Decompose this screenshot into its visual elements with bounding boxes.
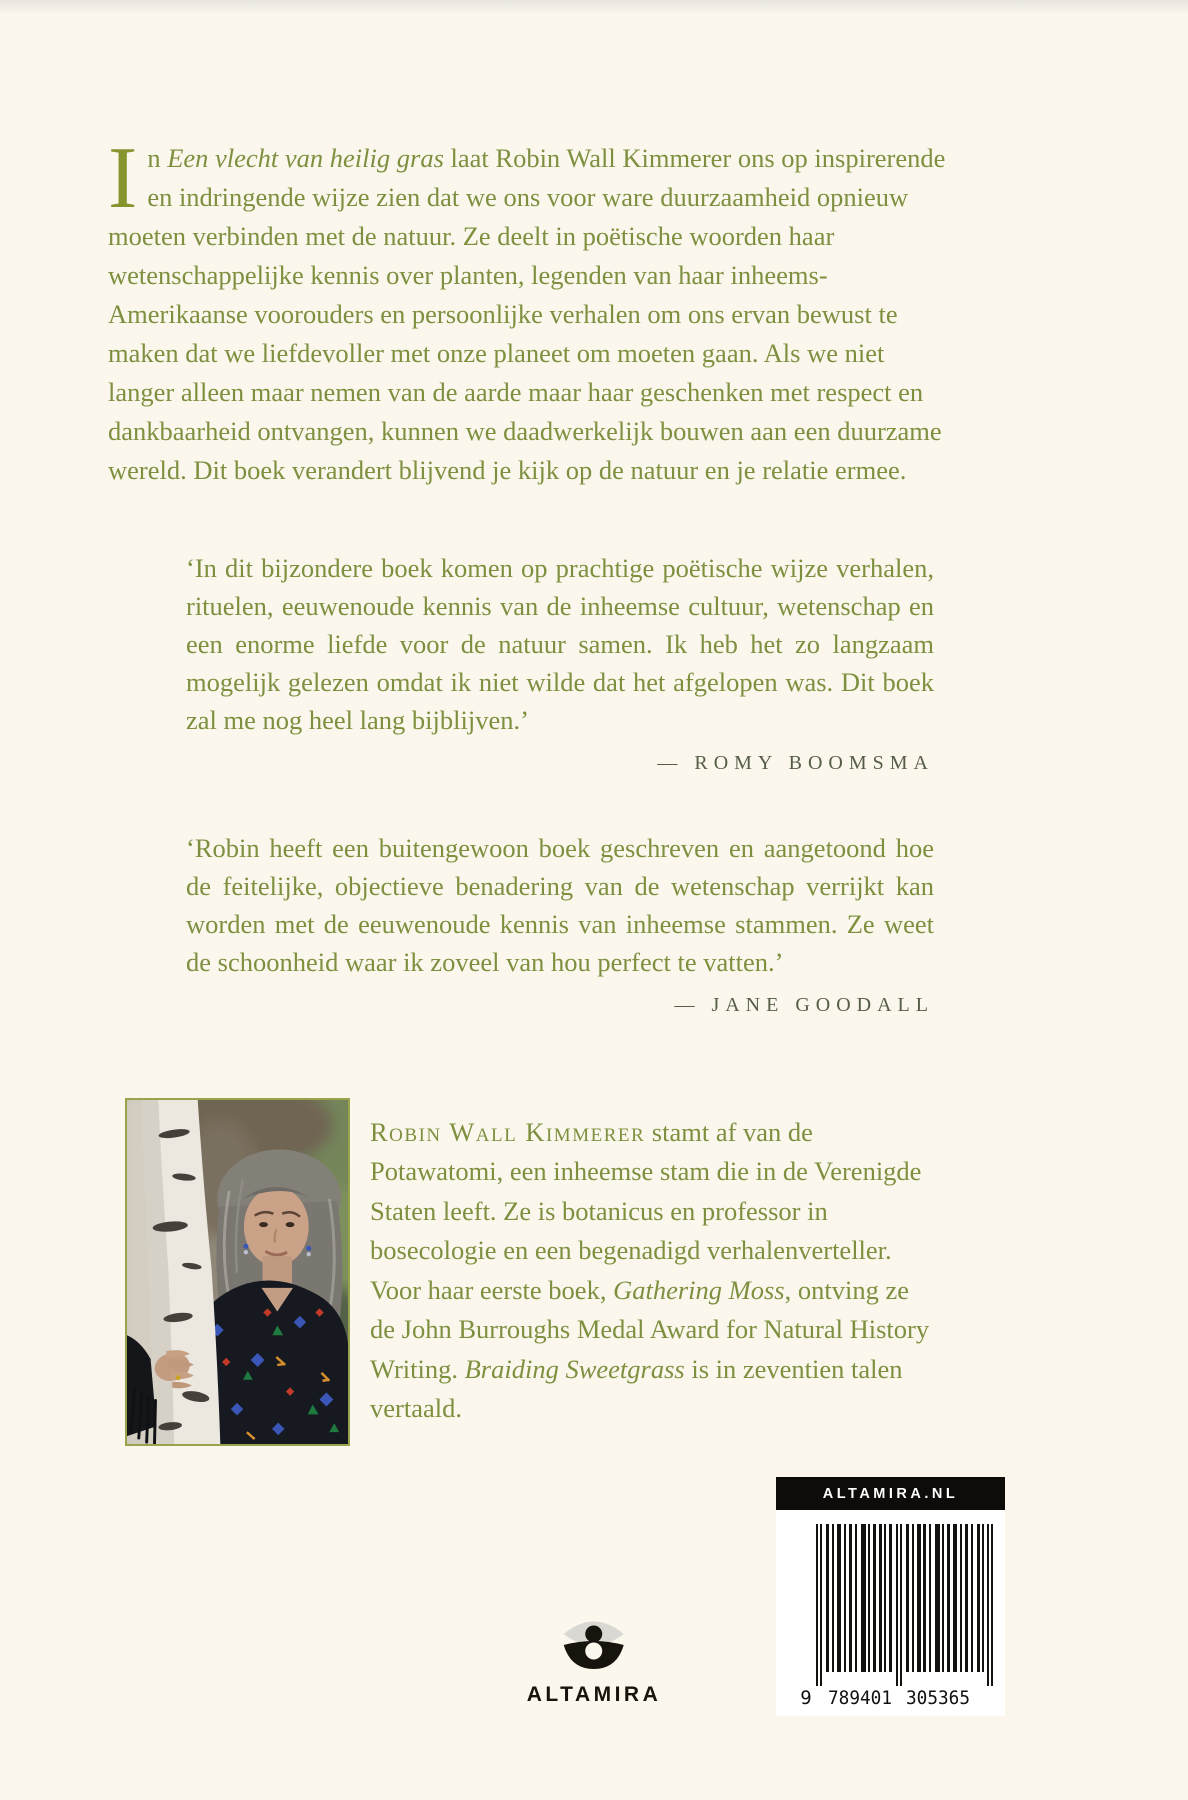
- publisher-logo-icon: [562, 1612, 626, 1674]
- isbn-lead-digit: 9: [800, 1687, 812, 1709]
- drop-cap: I: [108, 129, 138, 227]
- bio-segment: , ontving ze de John Burroughs Medal Award for Natural History Writing.: [370, 1274, 930, 1384]
- quote-attribution: — ROMY BOOMSMA: [657, 752, 934, 774]
- barcode-block: [776, 1477, 1005, 1716]
- barcode: [776, 1510, 1005, 1716]
- quote-text: ‘Robin heeft een buitengewoon boek geschreven en aangetoond hoe de feitelijke, objectieve benadering van de wetenschap verrijkt kan worden met de eeuwenoude kennis van inheemse stammen. Ze weet de schoonheid waar ik zoveel van hou perfect te vatten.’: [186, 833, 934, 977]
- isbn-group-1: 789401: [828, 1687, 892, 1709]
- bio-segment: is in zeventien talen vertaald.: [370, 1353, 903, 1423]
- earring: [306, 1246, 311, 1251]
- book-title-italic: Een vlecht van heilig gras: [167, 142, 444, 173]
- top-edge-shading: [0, 0, 1188, 14]
- earring: [243, 1244, 248, 1249]
- publisher-website-label: ALTAMIRA.NL: [776, 1477, 1005, 1510]
- quote-jane-goodall: [186, 829, 934, 1017]
- quote-text: ‘In dit bijzondere boek komen op prachtige poëtische wijze verhalen, rituelen, eeuwenoude kennis van de inheemse cultuur, wetenschap en een enorme liefde voor de natuur samen. Ik heb het zo langzaam mogelijk gelezen omdat ik niet wilde dat het afgelopen was. Dit boek zal me nog heel lang bijblijven.’: [186, 553, 934, 735]
- author-photo: [125, 1098, 350, 1446]
- intro-paragraph: [108, 129, 954, 490]
- publisher-logo: [527, 1612, 662, 1707]
- bio-segment: stamt af van de Potawatomi, een inheemse stam die in de Verenigde Staten leeft. Ze is botanicus en professor in bosecologie en een begenadigd verhalenverteller. Voor haar eerste boek,: [370, 1116, 922, 1305]
- intro-lead: n: [147, 142, 168, 173]
- bio-book-title: Braiding Sweetgrass: [464, 1353, 685, 1384]
- isbn-group-2: 305365: [906, 1687, 970, 1709]
- barcode-bars: [776, 1510, 1005, 1716]
- author-photo-illustration: [127, 1100, 348, 1444]
- bio-book-title: Gathering Moss: [613, 1274, 785, 1305]
- publisher-logo-text: ALTAMIRA: [526, 1683, 662, 1706]
- author-name: Robin Wall Kimmerer: [370, 1116, 646, 1147]
- author-bio: [370, 1113, 938, 1429]
- intro-body: laat Robin Wall Kimmerer ons op inspirerende en indringende wijze zien dat we ons voor ware duurzaamheid opnieuw moeten verbinden met de natuur. Ze deelt in poëtische woorden haar wetenschappelijke kennis over planten, legenden van haar inheems-Amerikaanse voorouders en persoonlijke verhalen om ons ervan bewust te maken dat we liefdevoller met onze planeet om moeten gaan. Als we niet langer alleen maar nemen van de aarde maar haar geschenken met respect en dankbaarheid ontvangen, kunnen we daadwerkelijk bouwen aan een duurzame wereld. Dit boek verandert blijvend je kijk op de natuur en je relatie ermee.: [108, 142, 946, 485]
- quote-attribution: — JANE GOODALL: [674, 994, 934, 1016]
- quote-romy-boomsma: [186, 549, 934, 775]
